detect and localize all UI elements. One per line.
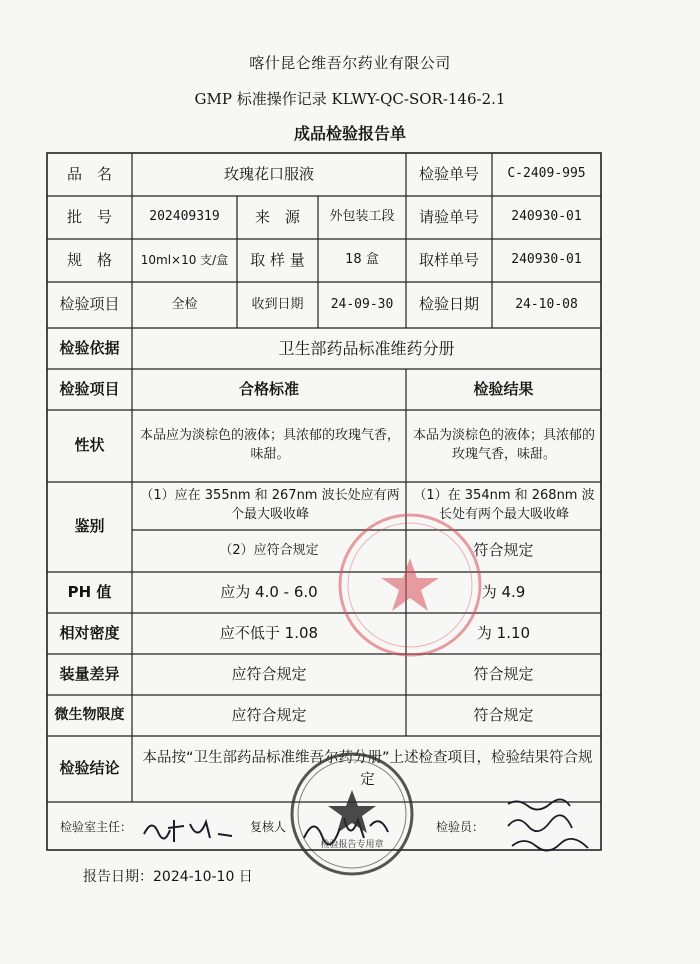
microbial-standard: 应符合规定 — [231, 705, 307, 724]
basis-value: 卫生部药品标准维药分册 — [278, 338, 455, 358]
item-label: 检验项目 — [59, 295, 120, 314]
report-date: 报告日期：2024-10-10 日 — [83, 869, 253, 885]
identification-label: 鉴别 — [74, 517, 105, 536]
basis-label: 检验依据 — [59, 338, 120, 357]
sample-no-value: 240930-01 — [511, 252, 582, 268]
received-value: 24-09-30 — [330, 296, 394, 312]
inspector-signature — [498, 796, 598, 858]
conclusion-text: 本品按“卫生部药品标准维吾尔药分册”上述检查项目，检验结果符合规定 — [142, 749, 593, 788]
spec-label: 规 格 — [66, 250, 112, 269]
product-value: 玫瑰花口服液 — [223, 164, 314, 183]
fill-variance-result: 符合规定 — [473, 664, 534, 683]
appearance-result: 本品为淡棕色的液体；具浓郁的玫瑰气香，味甜。 — [412, 428, 595, 462]
column-item-header: 检验项目 — [59, 379, 120, 398]
ph-label: PH 值 — [67, 582, 112, 601]
appearance-label: 性状 — [74, 436, 105, 455]
request-no-value: 240930-01 — [511, 209, 582, 225]
report-seal-text: 检验报告专用章 — [320, 840, 384, 850]
company-name: 喀什昆仑维吾尔药业有限公司 — [249, 54, 451, 72]
batch-label: 批 号 — [66, 207, 112, 226]
column-standard-header: 合格标准 — [238, 379, 299, 398]
source-value: 外包装工段 — [329, 209, 395, 225]
lab-head-label: 检验室主任： — [60, 820, 133, 835]
column-result-header: 检验结果 — [473, 379, 534, 398]
conclusion-label: 检验结论 — [59, 759, 120, 778]
document-number: GMP 标准操作记录 KLWY-QC-SOR-146-2.1 — [194, 90, 506, 108]
batch-value: 202409319 — [149, 209, 220, 225]
identification-standard-2: （2）应符合规定 — [219, 542, 319, 558]
product-label: 品 名 — [66, 164, 112, 183]
ph-standard: 应为 4.0 - 6.0 — [220, 582, 318, 601]
density-label: 相对密度 — [59, 623, 120, 642]
test-date-label: 检验日期 — [418, 295, 479, 314]
request-no-label: 请验单号 — [418, 207, 479, 226]
microbial-result: 符合规定 — [473, 705, 534, 724]
identification-result-1: （1）在 354nm 和 268nm 波长处有两个最大吸收峰 — [413, 488, 595, 522]
received-label: 收到日期 — [251, 296, 304, 312]
inspection-no-value: C-2409-995 — [507, 166, 586, 182]
density-standard: 应不低于 1.08 — [219, 623, 319, 642]
density-result: 为 1.10 — [476, 623, 531, 642]
sample-no-label: 取样单号 — [418, 250, 479, 269]
inspector-label: 检验员： — [436, 820, 485, 835]
reviewer-signature — [300, 808, 400, 852]
source-label: 来 源 — [254, 207, 300, 226]
appearance-standard: 本品应为淡棕色的液体；具浓郁的玫瑰气香，味甜。 — [140, 428, 401, 462]
ph-result: 为 4.9 — [481, 582, 526, 601]
identification-result-2: 符合规定 — [473, 541, 534, 560]
identification-standard-1: （1）应在 355nm 和 267nm 波长处应有两个最大吸收峰 — [140, 488, 400, 522]
sample-qty-label: 取 样 量 — [250, 250, 305, 269]
item-value: 全检 — [171, 296, 198, 312]
spec-value: 10ml×10 支/盒 — [140, 252, 229, 267]
fill-variance-standard: 应符合规定 — [231, 664, 307, 683]
lab-head-signature — [140, 812, 240, 853]
reviewer-label: 复核人 — [250, 820, 287, 835]
report-title: 成品检验报告单 — [293, 124, 406, 143]
sample-qty-value: 18 盒 — [345, 252, 379, 268]
fill-variance-label: 装量差异 — [59, 664, 120, 683]
test-date-value: 24-10-08 — [515, 296, 578, 312]
inspection-no-label: 检验单号 — [418, 164, 479, 183]
microbial-label: 微生物限度 — [54, 707, 125, 724]
